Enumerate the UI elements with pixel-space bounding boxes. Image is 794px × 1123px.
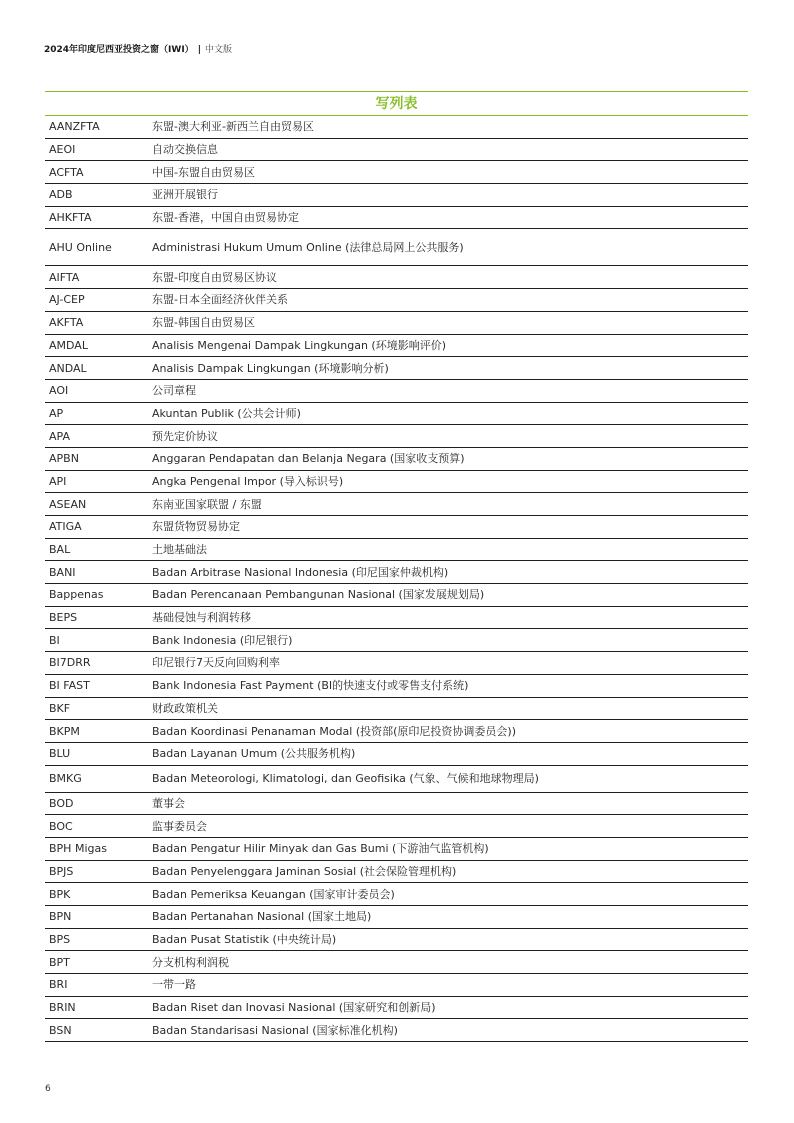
table-row (45, 652, 748, 675)
abbreviation-cell: ACFTA (45, 161, 152, 184)
table-row (45, 470, 748, 493)
table-row (45, 311, 748, 334)
abbreviation-cell: AMDAL (45, 334, 152, 357)
header-separator: | (197, 45, 201, 55)
table-row (45, 561, 748, 584)
abbreviation-cell: AOI (45, 379, 152, 402)
meaning-cell: 公司章程 (152, 379, 748, 402)
abbreviation-glossary (45, 91, 748, 1042)
abbreviation-cell: BSN (45, 1019, 152, 1042)
abbreviation-cell: BOC (45, 815, 152, 838)
abbreviation-cell: BPH Migas (45, 837, 152, 860)
meaning-cell: Badan Arbitrase Nasional Indonesia (印尼国家仲裁机构) (152, 561, 748, 584)
document-title: 2024年印度尼西亚投资之窗（IWI） (44, 45, 194, 55)
abbreviation-cell: BI7DRR (45, 652, 152, 675)
meaning-cell: Badan Meteorologi, Klimatologi, dan Geofisika (气象、气候和地球物理局) (152, 765, 748, 792)
meaning-cell: 东盟-韩国自由贸易区 (152, 311, 748, 334)
meaning-cell: Badan Pengatur Hilir Minyak dan Gas Bumi (下游油气监管机构) (152, 837, 748, 860)
meaning-cell: 财政政策机关 (152, 697, 748, 720)
table-row (45, 516, 748, 539)
abbreviation-cell: BOD (45, 792, 152, 815)
abbreviation-cell: AKFTA (45, 311, 152, 334)
table-row (45, 493, 748, 516)
table-row (45, 629, 748, 652)
table-row (45, 951, 748, 974)
table-row (45, 742, 748, 765)
meaning-cell: Badan Riset dan Inovasi Nasional (国家研究和创新局) (152, 996, 748, 1019)
table-row (45, 138, 748, 161)
abbreviation-cell: BRI (45, 974, 152, 997)
table-row (45, 883, 748, 906)
page-header (44, 44, 232, 56)
glossary-table-body (45, 116, 748, 1042)
table-row (45, 928, 748, 951)
meaning-cell: 东盟-日本全面经济伙伴关系 (152, 289, 748, 312)
table-row (45, 674, 748, 697)
abbreviation-cell: AIFTA (45, 266, 152, 289)
abbreviation-cell: BLU (45, 742, 152, 765)
abbreviation-cell: BAL (45, 538, 152, 561)
abbreviation-cell: BKPM (45, 720, 152, 743)
meaning-cell: Badan Koordinasi Penanaman Modal (投资部(原印尼投资协调委员会)) (152, 720, 748, 743)
abbreviation-cell: AHKFTA (45, 206, 152, 229)
page-number: 6 (45, 1084, 51, 1094)
abbreviation-cell: BMKG (45, 765, 152, 792)
abbreviation-cell: ANDAL (45, 357, 152, 380)
table-row (45, 379, 748, 402)
table-row (45, 860, 748, 883)
abbreviation-cell: Bappenas (45, 584, 152, 607)
meaning-cell: Bank Indonesia (印尼银行) (152, 629, 748, 652)
table-row (45, 161, 748, 184)
meaning-cell: 基础侵蚀与利润转移 (152, 606, 748, 629)
meaning-cell: 预先定价协议 (152, 425, 748, 448)
abbreviation-cell: BPK (45, 883, 152, 906)
meaning-cell: 董事会 (152, 792, 748, 815)
table-row (45, 837, 748, 860)
meaning-cell: 分支机构利润税 (152, 951, 748, 974)
abbreviation-cell: AANZFTA (45, 116, 152, 138)
meaning-cell: 中国-东盟自由贸易区 (152, 161, 748, 184)
meaning-cell: Badan Pemeriksa Keuangan (国家审计委员会) (152, 883, 748, 906)
table-row (45, 184, 748, 207)
table-row (45, 447, 748, 470)
table-row (45, 720, 748, 743)
meaning-cell: Badan Pertanahan Nasional (国家土地局) (152, 906, 748, 929)
meaning-cell: Badan Perencanaan Pembangunan Nasional (国家发展规划局) (152, 584, 748, 607)
edition-label: 中文版 (204, 45, 232, 55)
abbreviation-cell: AHU Online (45, 229, 152, 266)
meaning-cell: Analisis Mengenai Dampak Lingkungan (环境影响评价) (152, 334, 748, 357)
table-row (45, 334, 748, 357)
table-row (45, 538, 748, 561)
meaning-cell: Badan Standarisasi Nasional (国家标准化机构) (152, 1019, 748, 1042)
meaning-cell: Badan Layanan Umum (公共服务机构) (152, 742, 748, 765)
abbreviation-cell: BPN (45, 906, 152, 929)
abbreviation-cell: BPT (45, 951, 152, 974)
table-row (45, 697, 748, 720)
table-row (45, 289, 748, 312)
meaning-cell: Administrasi Hukum Umum Online (法律总局网上公共服务) (152, 229, 748, 266)
abbreviation-cell: BI FAST (45, 674, 152, 697)
meaning-cell: 一带一路 (152, 974, 748, 997)
table-row (45, 815, 748, 838)
glossary-title: 写列表 (45, 91, 748, 116)
table-row (45, 996, 748, 1019)
abbreviation-cell: AJ-CEP (45, 289, 152, 312)
table-row (45, 765, 748, 792)
abbreviation-cell: BI (45, 629, 152, 652)
meaning-cell: 监事委员会 (152, 815, 748, 838)
table-row (45, 357, 748, 380)
table-row (45, 116, 748, 138)
meaning-cell: Angka Pengenal Impor (导入标识号) (152, 470, 748, 493)
abbreviation-cell: AEOI (45, 138, 152, 161)
meaning-cell: Bank Indonesia Fast Payment (BI的快速支付或零售支付系统) (152, 674, 748, 697)
abbreviation-cell: ADB (45, 184, 152, 207)
table-row (45, 606, 748, 629)
table-row (45, 584, 748, 607)
glossary-table (45, 116, 748, 1042)
meaning-cell: 自动交换信息 (152, 138, 748, 161)
meaning-cell: Badan Penyelenggara Jaminan Sosial (社会保险管理机构) (152, 860, 748, 883)
meaning-cell: 东盟货物贸易协定 (152, 516, 748, 539)
table-row (45, 206, 748, 229)
meaning-cell: Akuntan Publik (公共会计师) (152, 402, 748, 425)
meaning-cell: 土地基础法 (152, 538, 748, 561)
meaning-cell: Anggaran Pendapatan dan Belanja Negara (国家收支预算) (152, 447, 748, 470)
table-row (45, 425, 748, 448)
abbreviation-cell: APA (45, 425, 152, 448)
table-row (45, 402, 748, 425)
abbreviation-cell: ASEAN (45, 493, 152, 516)
meaning-cell: 东盟-印度自由贸易区协议 (152, 266, 748, 289)
table-row (45, 266, 748, 289)
table-row (45, 906, 748, 929)
abbreviation-cell: BEPS (45, 606, 152, 629)
meaning-cell: 东盟-澳大利亚-新西兰自由贸易区 (152, 116, 748, 138)
table-row (45, 1019, 748, 1042)
meaning-cell: 印尼银行7天反向回购利率 (152, 652, 748, 675)
abbreviation-cell: AP (45, 402, 152, 425)
abbreviation-cell: BRIN (45, 996, 152, 1019)
abbreviation-cell: BANI (45, 561, 152, 584)
abbreviation-cell: BKF (45, 697, 152, 720)
abbreviation-cell: BPS (45, 928, 152, 951)
meaning-cell: Analisis Dampak Lingkungan (环境影响分析) (152, 357, 748, 380)
meaning-cell: 东南亚国家联盟 / 东盟 (152, 493, 748, 516)
abbreviation-cell: APBN (45, 447, 152, 470)
table-row (45, 974, 748, 997)
abbreviation-cell: BPJS (45, 860, 152, 883)
meaning-cell: Badan Pusat Statistik (中央统计局) (152, 928, 748, 951)
table-row (45, 792, 748, 815)
abbreviation-cell: ATIGA (45, 516, 152, 539)
table-row (45, 229, 748, 266)
meaning-cell: 东盟-香港，中国自由贸易协定 (152, 206, 748, 229)
abbreviation-cell: API (45, 470, 152, 493)
meaning-cell: 亚洲开展银行 (152, 184, 748, 207)
